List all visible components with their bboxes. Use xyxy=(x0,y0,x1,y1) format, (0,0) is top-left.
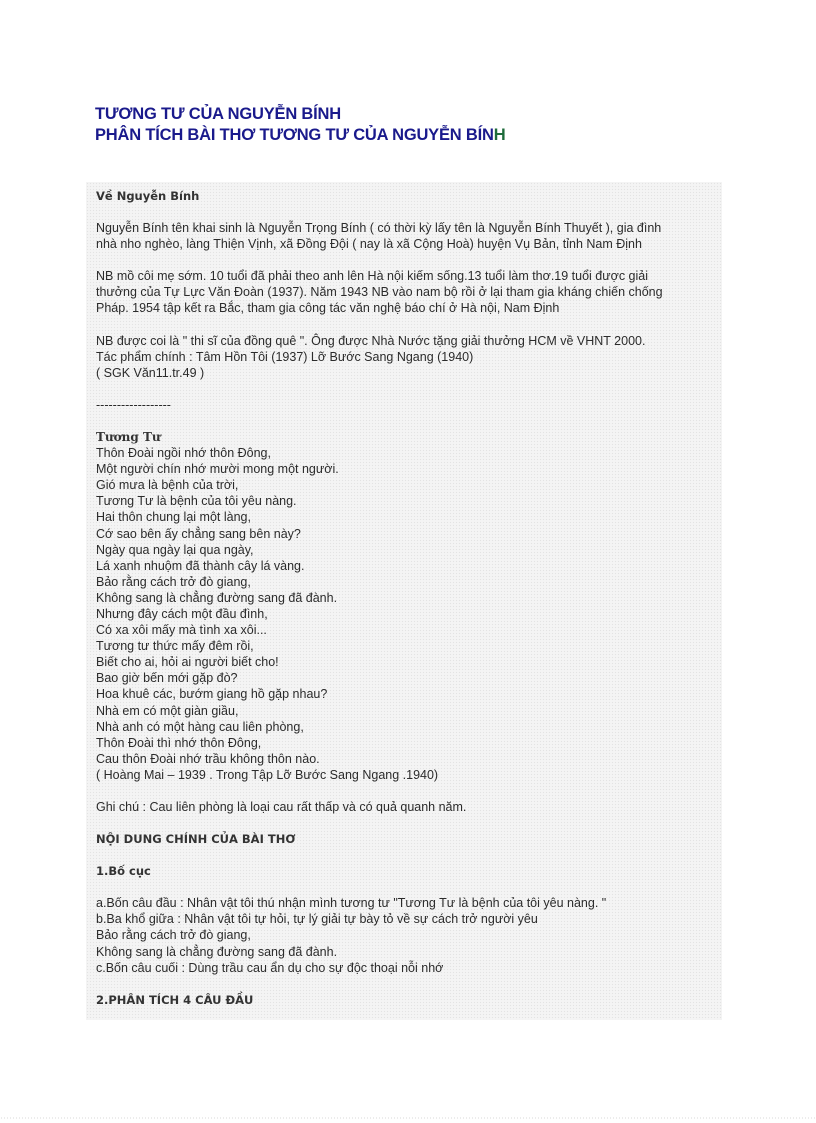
about-para3-line: Tác phẩm chính : Tâm Hồn Tôi (1937) Lỡ Bước Sang Ngang (1940) xyxy=(96,349,474,364)
layout-item: b.Ba khổ giữa : Nhân vật tôi tự hỏi, tự lý giải tự bày tỏ về sự cách trở người yêu xyxy=(96,912,538,927)
poem-line: Tương Tư là bệnh của tôi yêu nàng. xyxy=(96,494,297,509)
poem-line: Nhưng đây cách một đầu đình, xyxy=(96,606,268,621)
title-line-2-last: H xyxy=(493,126,506,144)
poem-line: Hai thôn chung lại một làng, xyxy=(96,510,251,525)
about-para1-line: nhà nho nghèo, làng Thiện Vịnh, xã Đồng Đội ( nay là xã Cộng Hoà) huyện Vụ Bản, tỉnh Nam Định xyxy=(96,237,642,252)
poem-line: Ngày qua ngày lại qua ngày, xyxy=(96,542,254,557)
title-line-1: TƯƠNG TƯ CỦA NGUYỄN BÍNH xyxy=(95,105,341,123)
title-line-2 xyxy=(95,125,505,146)
poem-line: Biết cho ai, hỏi ai người biết cho! xyxy=(96,655,279,670)
poem-line: Không sang là chẳng đường sang đã đành. xyxy=(96,590,338,605)
poem-line: Bảo rằng cách trở đò giang, xyxy=(96,574,251,589)
poem-line: Thôn Đoài thì nhớ thôn Đông, xyxy=(96,735,262,750)
about-para2-line: thưởng của Tự Lực Văn Đoàn (1937). Năm 1943 NB vào nam bộ rồi ở lại tham gia kháng chiến chống xyxy=(96,285,663,300)
poem-line: Nhà anh có một hàng cau liên phòng, xyxy=(96,719,304,734)
analysis-subheading: 2.PHÂN TÍCH 4 CÂU ĐẦU xyxy=(96,992,254,1007)
poem-line: Gió mưa là bệnh của trời, xyxy=(96,478,239,493)
poem-line: Tương tư thức mấy đêm rồi, xyxy=(96,639,254,654)
about-para3-line: ( SGK Văn11.tr.49 ) xyxy=(96,365,205,380)
layout-subheading: 1.Bố cục xyxy=(96,864,151,879)
poem-source: ( Hoàng Mai – 1939 . Trong Tập Lỡ Bước Sang Ngang .1940) xyxy=(96,767,439,782)
layout-item: a.Bốn câu đầu : Nhân vật tôi thú nhận mình tương tư "Tương Tư là bệnh của tôi yêu nàng. " xyxy=(96,896,607,911)
poem-line: Cớ sao bên ấy chẳng sang bên này? xyxy=(96,526,301,541)
layout-item: Không sang là chẳng đường sang đã đành. xyxy=(96,944,338,959)
about-para1-line: Nguyễn Bính tên khai sinh là Nguyễn Trọng Bính ( có thời kỳ lấy tên là Nguyễn Bính Thuyết ), gia đình xyxy=(96,221,662,236)
poem-line: Một người chín nhớ mười mong một người. xyxy=(96,462,339,477)
about-para2-line: Pháp. 1954 tập kết ra Bắc, tham gia công tác văn nghệ báo chí ở Hà nội, Nam Định xyxy=(96,301,560,316)
layout-item: Bảo rằng cách trở đò giang, xyxy=(96,928,251,943)
about-heading: Về Nguyễn Bính xyxy=(96,189,200,203)
poem-line: Hoa khuê các, bướm giang hồ gặp nhau? xyxy=(96,687,328,702)
separator: ------------------ xyxy=(96,397,171,412)
poem-note: Ghi chú : Cau liên phòng là loại cau rất thấp và có quả quanh năm. xyxy=(96,800,467,814)
layout-item: c.Bốn câu cuối : Dùng trầu cau ẩn dụ cho sự độc thoại nỗi nhớ xyxy=(96,960,444,975)
poem-line: Thôn Đoài ngồi nhớ thôn Đông, xyxy=(96,446,271,461)
about-para3-line: NB được coi là " thi sĩ của đồng quê ". Ông được Nhà Nước tặng giải thưởng HCM về VHNT 2000. xyxy=(96,333,646,348)
poem-line: Nhà em có một giàn giầu, xyxy=(96,703,239,718)
article-body xyxy=(86,182,722,1020)
poem-line: Bao giờ bến mới gặp đò? xyxy=(96,671,238,686)
content-heading: NỘI DUNG CHÍNH CỦA BÀI THƠ xyxy=(96,832,296,847)
document-title xyxy=(95,104,505,146)
footer-divider xyxy=(0,1117,816,1119)
poem-title: Tương Tư xyxy=(96,429,161,444)
title-line-2-main: PHÂN TÍCH BÀI THƠ TƯƠNG TƯ CỦA NGUYỄN BÍN xyxy=(95,126,494,144)
poem-line: Cau thôn Đoài nhớ trầu không thôn nào. xyxy=(96,751,320,766)
about-para2-line: NB mồ côi mẹ sớm. 10 tuổi đã phải theo anh lên Hà nội kiếm sống.13 tuổi làm thơ.19 tuổi được giải xyxy=(96,269,649,284)
poem-line: Có xa xôi mấy mà tình xa xôi... xyxy=(96,623,267,638)
poem-line: Lá xanh nhuộm đã thành cây lá vàng. xyxy=(96,558,305,573)
